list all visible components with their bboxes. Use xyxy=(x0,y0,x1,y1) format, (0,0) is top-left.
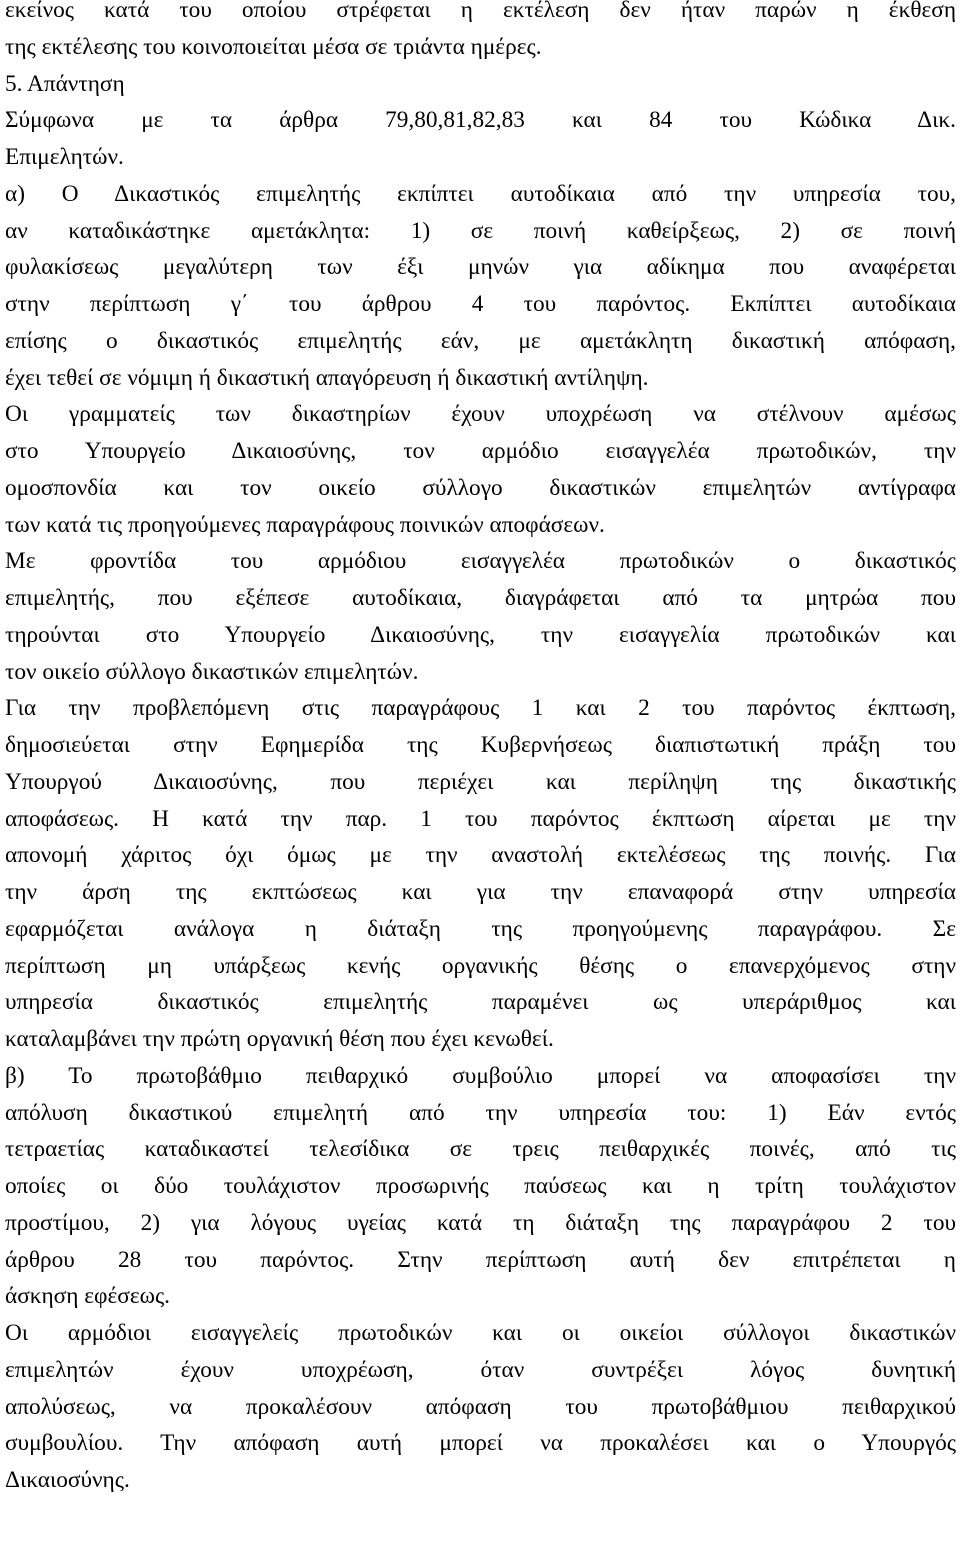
text-line: άσκηση εφέσεως. xyxy=(5,1283,170,1310)
text-line: Για την προβλεπόμενη στις παραγράφους 1 και 2 του παρόντος έκπτωση, xyxy=(5,695,956,722)
paragraph-care xyxy=(5,543,956,690)
text-line: οποίες οι δύο τουλάχιστον προσωρινής παύσεως και η τρίτη τουλάχιστον xyxy=(5,1173,956,1199)
text-line: α) Ο Δικαστικός επιμελητής εκπίπτει αυτοδίκαια από την υπηρεσία του, xyxy=(5,180,956,207)
text-line: απολύσεως, να προκαλέσουν απόφαση του πρωτοβάθμιου πειθαρχικού xyxy=(5,1393,956,1420)
text-line: Δικαιοσύνης. xyxy=(5,1467,130,1493)
text-line: έχει τεθεί σε νόμιμη ή δικαστική απαγόρευση ή δικαστική αντίληψη. xyxy=(5,364,649,391)
section-heading: 5. Απάντηση xyxy=(5,70,125,97)
text-line: εκείνος κατά του οποίου στρέφεται η εκτέλεση δεν ήταν παρών η έκθεση xyxy=(5,0,956,23)
text-line: εφαρμόζεται ανάλογα η διάταξη της προηγούμενης παραγράφου. Σε xyxy=(5,915,956,942)
text-line: στο Υπουργείο Δικαιοσύνης, τον αρμόδιο εισαγγελέα πρωτοδικών, την xyxy=(5,438,956,464)
text-line: ομοσπονδία και τον οικείο σύλλογο δικαστικών επιμελητών αντίγραφα xyxy=(5,474,956,501)
text-line: τηρούνται στο Υπουργείο Δικαιοσύνης, την εισαγγελία πρωτοδικών και xyxy=(5,621,956,648)
text-line: Υπουργού Δικαιοσύνης, που περιέχει και περίληψη της δικαστικής xyxy=(5,768,956,795)
paragraph-b xyxy=(5,1058,956,1315)
text-line: αποφάσεως. Η κατά την παρ. 1 του παρόντος έκπτωση αίρεται με την xyxy=(5,805,956,832)
text-line: Επιμελητών. xyxy=(5,144,124,170)
text-line: συμβουλίου. Την απόφαση αυτή μπορεί να προκαλέσει και ο Υπουργός xyxy=(5,1430,956,1457)
text-line: τον οικείο σύλλογο δικαστικών επιμελητών. xyxy=(5,658,419,685)
paragraph-gazette xyxy=(5,690,956,1058)
text-line: την άρση της εκπτώσεως και για την επαναφορά στην υπηρεσία xyxy=(5,879,956,905)
text-line: στην περίπτωση γ΄ του άρθρου 4 του παρόντος. Εκπίπτει αυτοδίκαια xyxy=(5,291,956,317)
text-line: β) Το πρωτοβάθμιο πειθαρχικό συμβούλιο μπορεί να αποφασίσει την xyxy=(5,1062,956,1089)
intro-paragraph xyxy=(5,0,956,66)
text-line: της εκτέλεσης του κοινοποιείται μέσα σε τριάντα ημέρες. xyxy=(5,33,542,60)
text-line: περίπτωση μη υπάρξεως κενής οργανικής θέσης ο επανερχόμενος στην xyxy=(5,952,956,979)
text-line: επιμελητών έχουν υποχρέωση, όταν συντρέξει λόγος δυνητική xyxy=(5,1356,956,1383)
text-line: απόλυση δικαστικού επιμελητή από την υπηρεσία του: 1) Εάν εντός xyxy=(5,1099,956,1126)
reference-paragraph xyxy=(5,102,956,176)
text-line: άρθρου 28 του παρόντος. Στην περίπτωση αυτή δεν επιτρέπεται η xyxy=(5,1246,956,1273)
text-line: επίσης ο δικαστικός επιμελητής εάν, με αμετάκλητη δικαστική απόφαση, xyxy=(5,327,956,354)
text-line: Οι αρμόδιοι εισαγγελείς πρωτοδικών και οι οικείοι σύλλογοι δικαστικών xyxy=(5,1320,956,1346)
paragraph-secretaries xyxy=(5,396,956,543)
text-line: επιμελητής, που εξέπεσε αυτοδίκαια, διαγράφεται από τα μητρώα που xyxy=(5,585,956,611)
text-line: Σύμφωνα με τα άρθρα 79,80,81,82,83 και 84 του Κώδικα Δικ. xyxy=(5,107,956,134)
paragraph-a xyxy=(5,176,956,397)
text-line: αν καταδικάστηκε αμετάκλητα: 1) σε ποινή καθείρξεως, 2) σε ποινή xyxy=(5,217,956,244)
text-line: Με φροντίδα του αρμόδιου εισαγγελέα πρωτοδικών ο δικαστικός xyxy=(5,548,956,575)
text-line: υπηρεσία δικαστικός επιμελητής παραμένει ως υπεράριθμος και xyxy=(5,989,956,1016)
text-line: τετραετίας καταδικαστεί τελεσίδικα σε τρεις πειθαρχικές ποινές, από τις xyxy=(5,1136,956,1163)
text-line: Οι γραμματείς των δικαστηρίων έχουν υποχρέωση να στέλνουν αμέσως xyxy=(5,401,956,428)
text-line: απονομή χάριτος όχι όμως με την αναστολή εκτελέσεως της ποινής. Για xyxy=(5,842,956,869)
text-line: προστίμου, 2) για λόγους υγείας κατά τη διάταξη της παραγράφου 2 του xyxy=(5,1209,956,1236)
text-line: φυλακίσεως μεγαλύτερη των έξι μηνών για αδίκημα που αναφέρεται xyxy=(5,254,956,281)
text-line: δημοσιεύεται στην Εφημερίδα της Κυβερνήσεως διαπιστωτική πράξη του xyxy=(5,732,956,758)
text-line: των κατά τις προηγούμενες παραγράφους ποινικών αποφάσεων. xyxy=(5,511,605,538)
text-line: καταλαμβάνει την πρώτη οργανική θέση που έχει κενωθεί. xyxy=(5,1026,554,1052)
paragraph-prosecutors xyxy=(5,1315,956,1499)
